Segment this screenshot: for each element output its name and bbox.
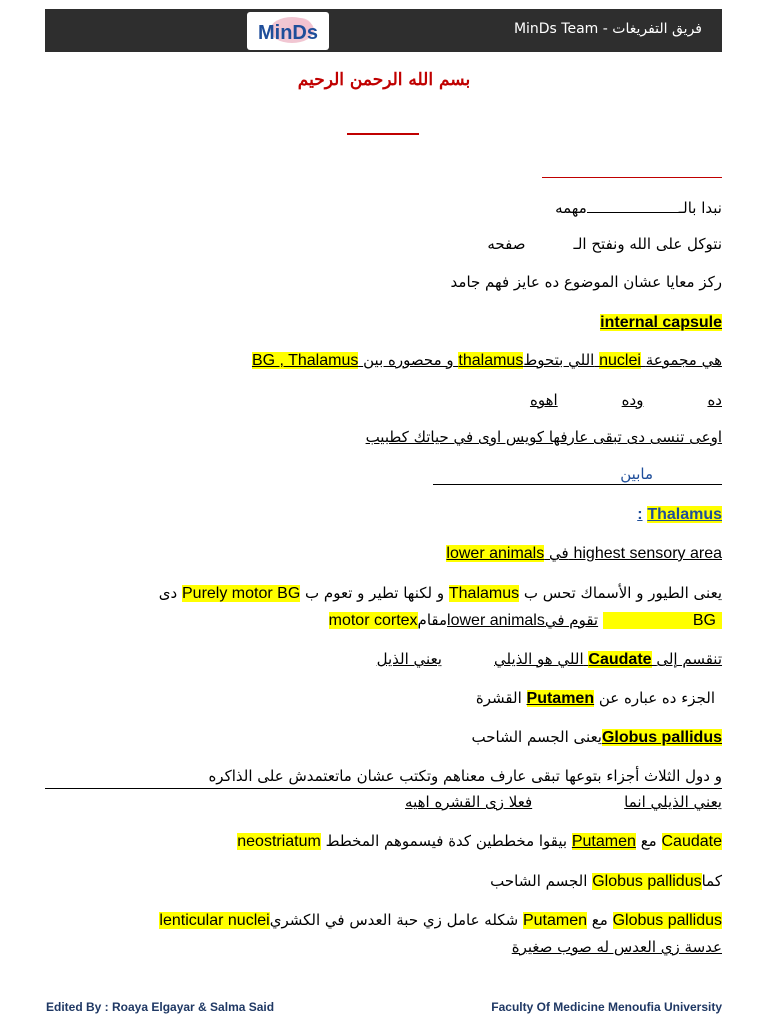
- line-between: مابين: [620, 465, 653, 483]
- term-caudate: Caudate: [588, 651, 652, 668]
- line-divides: [377, 648, 722, 671]
- term-lenticular-nuclei: lenticular nuclei: [159, 912, 270, 929]
- text-here: اهوه: [529, 391, 558, 409]
- term-thalamus: thalamus: [458, 352, 524, 369]
- term-purely-motor-bg: Purely motor BG: [182, 585, 301, 602]
- text-the-tail: اللي هو الذيلي: [493, 650, 584, 668]
- line-focus: ركز معايا عشان الموضوع ده عايز فهم جامد: [450, 273, 722, 291]
- text-divides-into: تنقسم إلى: [656, 650, 722, 668]
- term-nuclei: nuclei: [599, 352, 641, 369]
- line-birds-fish: [159, 582, 722, 605]
- text-pale-body-2: الجسم الشاحب: [490, 872, 588, 890]
- text-surround: اللي بتحوط: [523, 351, 595, 369]
- term-thalamus-2: Thalamus: [448, 585, 520, 602]
- term-putamen-2: Putamen: [571, 833, 636, 850]
- blank-underline: [587, 196, 679, 213]
- header-title: MinDs Team - فريق التفريغات: [513, 21, 702, 37]
- basmala: بسم الله الرحمن الرحيم: [297, 70, 471, 90]
- text-really-like-shell: فعلا زى القشره اهيه: [405, 793, 533, 811]
- logo-text: MinDs: [258, 22, 318, 44]
- red-divider-short: [347, 133, 419, 135]
- between-underline: [433, 484, 722, 485]
- line-sensory-area: [446, 542, 722, 565]
- term-neostriatum: neostriatum: [237, 833, 321, 850]
- term-globus-pallidus-3: Globus pallidus: [612, 912, 722, 929]
- line-open-page: [487, 233, 722, 255]
- text-role-of: مقام: [417, 611, 448, 629]
- heading-colon: :: [637, 506, 643, 523]
- header-bar: [45, 9, 722, 52]
- term-motor-cortex: motor cortex: [328, 612, 418, 629]
- line-this-that: [530, 389, 722, 411]
- red-divider-right: [542, 177, 722, 178]
- line-dont-forget: اوعى تنسى دى تبقى عارفها كويس اوى في حياتك كطبيب: [365, 428, 722, 446]
- text-with-2: مع: [591, 911, 608, 929]
- text-open: نتوكل على الله ونفتح الـ: [573, 235, 722, 253]
- text-with: مع: [640, 832, 657, 850]
- line-caudate-vs-putamen: [405, 791, 722, 813]
- line-lenticular: [159, 909, 722, 932]
- term-bg: BG: [603, 612, 722, 629]
- term-putamen: Putamen: [526, 690, 595, 707]
- text-and-this: وده: [621, 391, 644, 409]
- logo-graphic: [248, 13, 328, 49]
- term-internal-capsule: internal capsule: [600, 314, 722, 331]
- text-fly-swim: و لكنها تطير و تعوم ب: [305, 584, 445, 602]
- text-plays-in: تقوم في: [544, 611, 599, 629]
- text-this: ده: [707, 391, 722, 409]
- text-page: صفحه: [487, 235, 526, 253]
- text-meaning-tail: يعني الذيل: [376, 650, 442, 668]
- line-bg-role: [329, 609, 722, 632]
- text-shell: القشرة: [475, 689, 522, 707]
- text-task: مهمه: [555, 199, 587, 217]
- line-neostriatum: [237, 830, 722, 853]
- term-globus-pallidus: Globus pallidus: [601, 729, 722, 746]
- term-globus-pallidus-2: Globus pallidus: [592, 873, 702, 890]
- term-bg-thalamus: BG , Thalamus: [251, 352, 359, 369]
- line-start: [555, 196, 722, 219]
- text-between: و محصوره بين: [363, 351, 454, 369]
- text-these: دى: [158, 584, 178, 602]
- text-in: في: [549, 544, 569, 562]
- text-birds-fish: يعنى الطيور و الأسماك تحس ب: [523, 584, 722, 602]
- line-three-parts: و دول الثلاث أجزاء بتوعها تبقى عارف معناهم وتكتب عشان ماتعتمدش على الذاكره: [208, 767, 722, 785]
- heading-thalamus: Thalamus: [647, 506, 722, 523]
- footer-editors: Edited By : Roaya Elgayar & Salma Said: [46, 1000, 275, 1014]
- line-thalamus-heading: [637, 503, 722, 526]
- text-lentil-shape: شكله عامل زي حبة العدس في الكشري: [269, 911, 519, 929]
- text-this-part: الجزء ده عباره عن: [598, 689, 715, 707]
- minds-logo: [247, 12, 329, 50]
- line-definition: [252, 349, 722, 372]
- line-globus-2: [490, 870, 722, 893]
- line-internal-capsule: [600, 311, 722, 334]
- text-striped: بيقوا مخططين كدة فيسموهم المخطط: [325, 832, 568, 850]
- footer-faculty: Faculty Of Medicine Menoufia University: [491, 1000, 722, 1014]
- term-lower-animals-2: lower animals: [447, 612, 545, 629]
- text-tail-but: يعني الذيلي انما: [624, 793, 722, 811]
- three-parts-underline: [45, 788, 722, 789]
- term-highest-sensory-area: highest sensory area: [573, 545, 722, 562]
- text-as: كما: [701, 872, 722, 890]
- term-caudate-2: Caudate: [661, 833, 722, 850]
- text-pale-body: يعنى الجسم الشاحب: [471, 728, 602, 746]
- line-globus: [472, 726, 722, 749]
- text-group: هي مجموعة: [645, 351, 722, 369]
- term-lower-animals: lower animals: [446, 545, 545, 562]
- line-putamen: [476, 687, 715, 710]
- text-start-with: نبدا بالـ: [678, 199, 722, 217]
- line-lens: عدسة زي العدس له صوب صغيرة: [511, 938, 722, 956]
- term-putamen-3: Putamen: [522, 912, 587, 929]
- footer: [0, 994, 768, 1024]
